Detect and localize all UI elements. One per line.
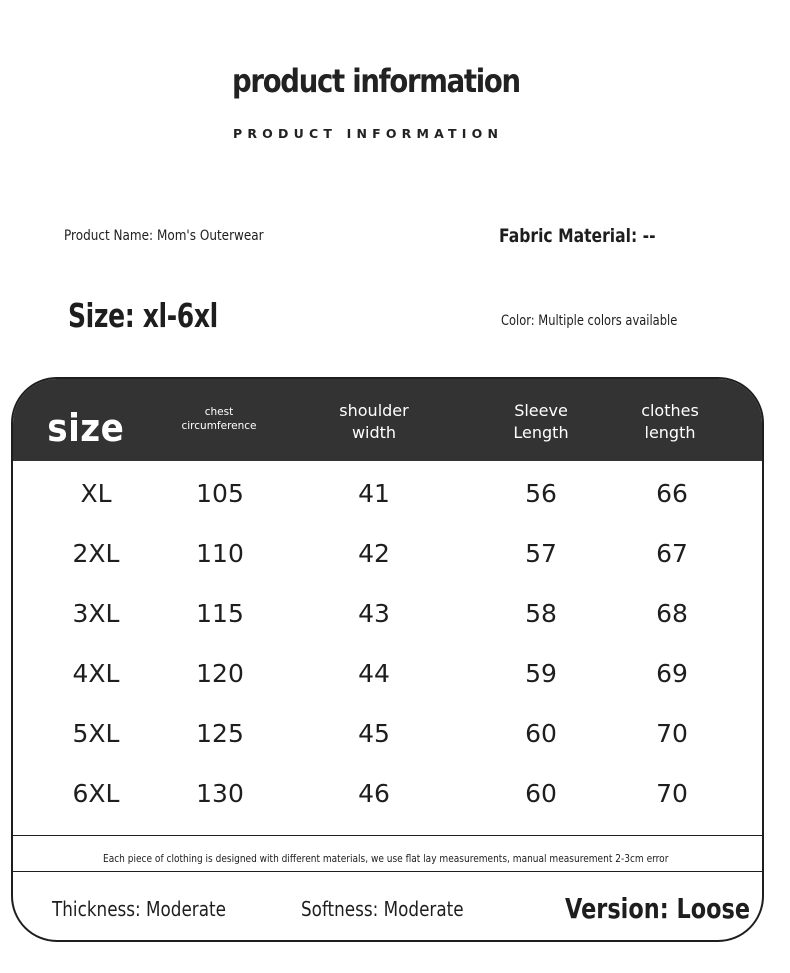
cell-sleeve: 58	[525, 599, 557, 628]
divider	[13, 835, 762, 836]
cell-chest: 120	[196, 659, 244, 688]
cell-size: 5XL	[72, 719, 120, 748]
table-row	[13, 707, 762, 767]
table-row	[13, 767, 762, 827]
cell-length: 69	[656, 659, 688, 688]
header-shoulder-line1: shoulder	[339, 401, 409, 420]
cell-length: 70	[656, 779, 688, 808]
cell-length: 67	[656, 539, 688, 568]
header-length	[615, 400, 725, 443]
header-shoulder	[319, 400, 429, 443]
fabric-material: Fabric Material: --	[499, 225, 656, 247]
color-info: Color: Multiple colors available	[501, 313, 678, 329]
table-row	[13, 647, 762, 707]
cell-chest: 115	[196, 599, 244, 628]
cell-size: 2XL	[72, 539, 120, 568]
table-row	[13, 527, 762, 587]
cell-chest: 125	[196, 719, 244, 748]
size-range: Size: xl-6xl	[68, 296, 218, 335]
cell-shoulder: 42	[358, 539, 390, 568]
measurement-note: Each piece of clothing is designed with different materials, we use flat lay measurements, manual measurement 2-3cm error	[103, 852, 669, 865]
header-length-line1: clothes	[641, 401, 699, 420]
table-header	[13, 379, 762, 461]
table-body	[13, 467, 762, 827]
cell-length: 68	[656, 599, 688, 628]
cell-length: 66	[656, 479, 688, 508]
cell-sleeve: 59	[525, 659, 557, 688]
version-info: Version: Loose	[565, 892, 751, 925]
cell-length: 70	[656, 719, 688, 748]
cell-shoulder: 41	[358, 479, 390, 508]
header-chest	[169, 405, 269, 433]
size-chart-table	[11, 377, 764, 942]
header-shoulder-line2: width	[351, 422, 397, 442]
cell-size: XL	[80, 479, 112, 508]
cell-sleeve: 56	[525, 479, 557, 508]
cell-sleeve: 60	[525, 779, 557, 808]
cell-size: 4XL	[72, 659, 120, 688]
header-sleeve	[486, 400, 596, 443]
header-chest-line1: chest	[204, 406, 234, 418]
cell-sleeve: 57	[525, 539, 557, 568]
divider	[13, 871, 762, 872]
header-size: size	[47, 406, 125, 450]
cell-chest: 110	[196, 539, 244, 568]
header-sleeve-line1: Sleeve	[514, 401, 568, 420]
cell-size: 6XL	[72, 779, 120, 808]
page-subtitle: PRODUCT INFORMATION	[233, 126, 504, 141]
cell-shoulder: 43	[358, 599, 390, 628]
table-row	[13, 467, 762, 527]
product-name: Product Name: Mom's Outerwear	[64, 228, 264, 244]
cell-shoulder: 46	[358, 779, 390, 808]
cell-chest: 105	[196, 479, 244, 508]
page-title: product information	[232, 62, 520, 100]
thickness-info: Thickness: Moderate	[52, 897, 226, 921]
cell-shoulder: 44	[358, 659, 390, 688]
cell-shoulder: 45	[358, 719, 390, 748]
table-row	[13, 587, 762, 647]
softness-info: Softness: Moderate	[301, 897, 464, 921]
header-chest-line2: circumference	[181, 420, 257, 433]
cell-size: 3XL	[72, 599, 120, 628]
header-sleeve-line2: Length	[513, 422, 569, 442]
cell-sleeve: 60	[525, 719, 557, 748]
cell-chest: 130	[196, 779, 244, 808]
header-length-line2: length	[644, 422, 696, 442]
